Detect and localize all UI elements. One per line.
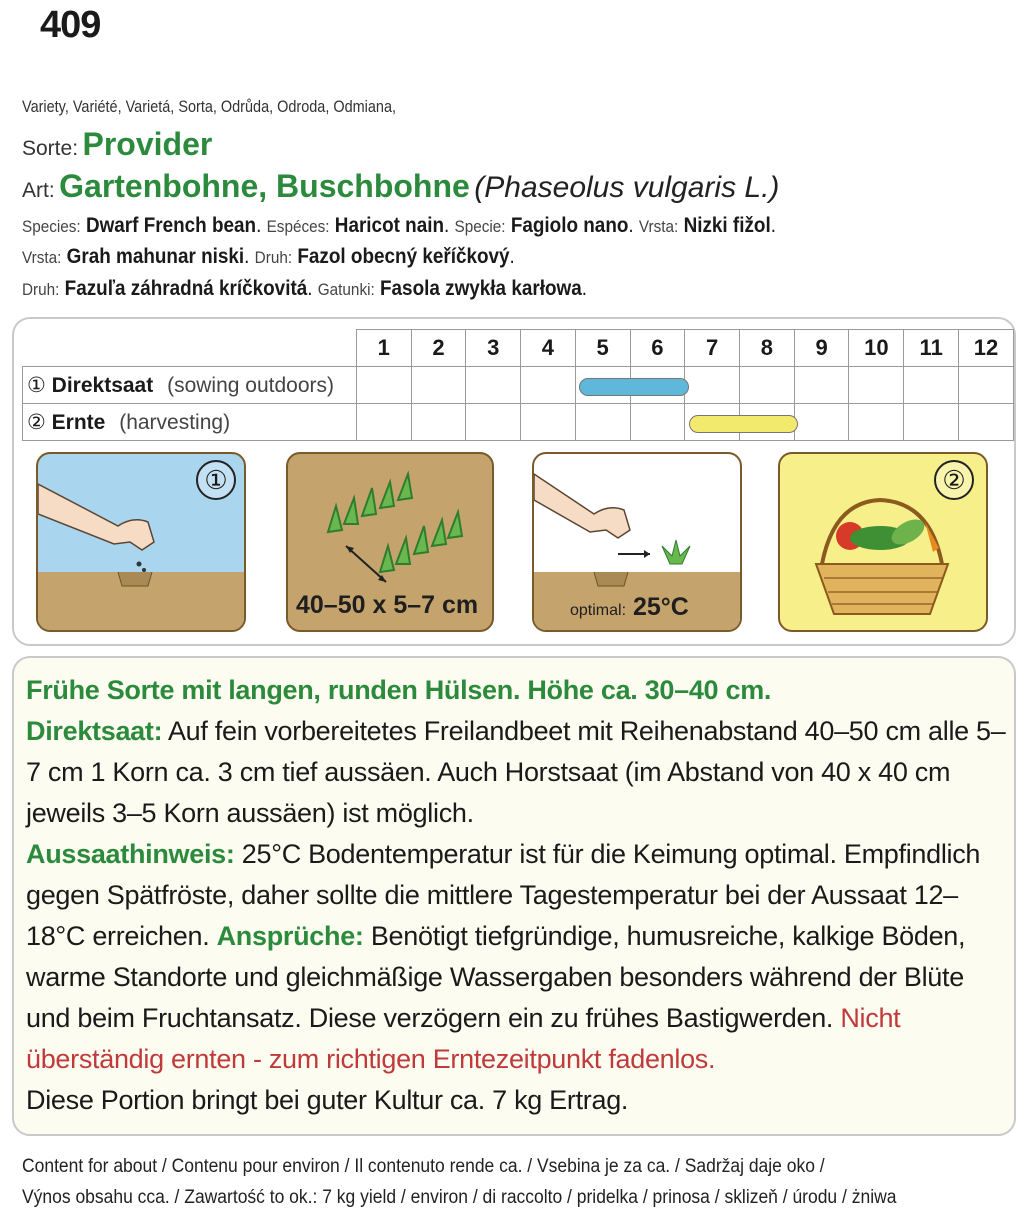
variety-languages: Variety, Variété, Varietá, Sorta, Odrůda, Odroda, Odmiana, [22,97,397,116]
latin-name: (Phaseolus vulgaris L.) [474,171,780,204]
month-8: 8 [740,330,795,367]
step-1-badge: ① [196,460,236,500]
row-note: (harvesting) [119,410,231,434]
description-panel [12,656,1016,1136]
row-number: ② [27,410,46,434]
month-5: 5 [575,330,630,367]
temperature-label: optimal: 25°C [570,593,689,621]
species-line-1: Species: Dwarf French bean. Espéces: Haricot nain. Specie: Fagiolo nano. Vrsta: Nizki fižol. [22,214,776,237]
sorte-label: Sorte: [22,137,79,160]
month-12: 12 [959,330,1014,367]
description-headline: Frühe Sorte mit langen, runden Hülsen. Höhe ca. 30–40 cm. [26,675,772,705]
month-9: 9 [794,330,849,367]
month-4: 4 [521,330,576,367]
label-direktsaat: Direktsaat: [26,716,163,746]
calendar-bar-harvest [689,415,798,433]
text-aussaathinweis: 25°C Bodentemperatur ist für die Keimung optimal. Empfindlich gegen Spätfröste, daher sollte die mittlere Tagestemperatur bei der Aussaat 12–18°C erreichen. [26,839,981,951]
pictogram-spacing [286,452,494,632]
text-ansprueche: Benötigt tiefgründige, humusreiche, kalkige Böden, warme Standorte und gleichmäßige Wassergaben besonders während der Blüte und beim Fruchtansatz. Diese verzögern ein zu frühes Bastigwerden. [26,921,966,1033]
calendar-row-sowing [23,367,1014,404]
label-aussaathinweis: Aussaathinweis: [26,839,235,869]
art-label: Art: [22,179,55,202]
species-line-3: Druh: Fazuľa záhradná kríčkovitá. Gatunki: Fasola zwykła karłowa. [22,277,587,300]
sorte-line [22,126,212,163]
month-10: 10 [849,330,904,367]
month-1: 1 [356,330,411,367]
footer-line-2: Výnos obsahu cca. / Zawartość to ok.: 7 kg yield / environ / di raccolto / pridelka / prinosa / sklizeň / úrodu / żniwa [22,1187,897,1208]
spacing-label: 40–50 x 5–7 cm [296,591,479,619]
month-11: 11 [904,330,959,367]
row-label: Direktsaat [51,373,154,397]
description-text [26,670,1008,1121]
footer-line-1: Content for about / Contenu pour environ / Il contenuto rende ca. / Vsebina je za ca. / Sadržaj daje oko / [22,1156,825,1177]
art-line [22,168,779,205]
species-name: Gartenbohne, Buschbohne [59,168,470,204]
month-6: 6 [630,330,685,367]
species-line-2: Vrsta: Grah mahunar niski. Druh: Fazol obecný keříčkový. [22,245,515,268]
item-code: 409 [40,4,101,46]
calendar-bar-sowing [579,378,688,396]
sowing-calendar [22,329,1014,441]
calendar-row-harvest [23,404,1014,441]
harvest-warning: Nicht überständig ernten - zum richtigen Erntezeitpunkt fadenlos. [26,1003,901,1074]
row-label: Ernte [51,410,106,434]
label-ansprueche: Ansprüche: [216,921,364,951]
pictogram-harvest [778,452,988,632]
yield-note: Diese Portion bringt bei guter Kultur ca. 7 kg Ertrag. [26,1085,629,1115]
row-number: ① [27,373,46,397]
row-note: (sowing outdoors) [167,373,334,397]
month-2: 2 [411,330,466,367]
pictogram-sowing [36,452,246,632]
month-3: 3 [466,330,521,367]
variety-name: Provider [82,126,213,162]
month-7: 7 [685,330,740,367]
pictogram-temperature [532,452,742,632]
step-2-badge: ② [934,460,974,500]
text-direktsaat: Auf fein vorbereitetes Freilandbeet mit Reihenabstand 40–50 cm alle 5–7 cm 1 Korn ca. 3 cm tief aussäen. Auch Horstsaat (im Abstand von 40 x 40 cm jeweils 3–5 Korn aussäen) ist möglich. [26,716,1006,828]
